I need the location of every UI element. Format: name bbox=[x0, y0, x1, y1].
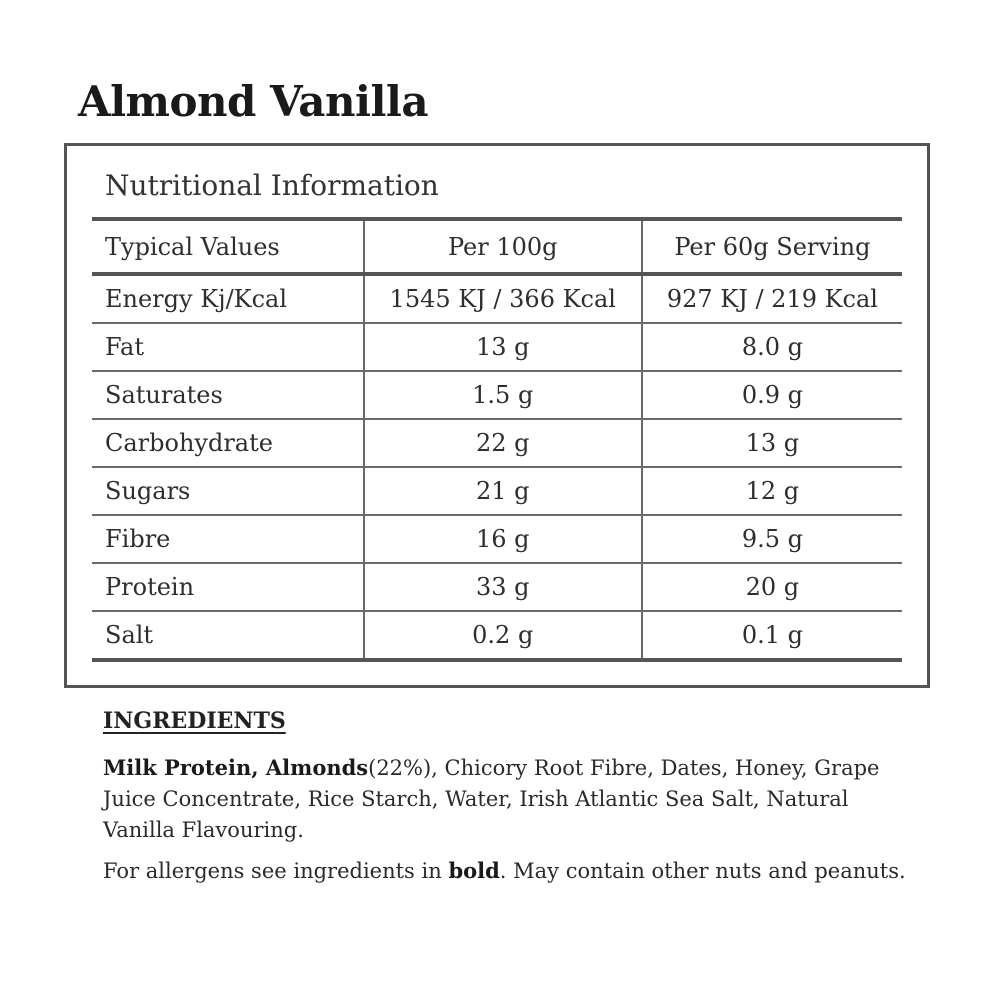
row-value-per-serving: 12 g bbox=[642, 467, 902, 515]
row-label: Salt bbox=[92, 611, 364, 660]
ingredients-heading: INGREDIENTS bbox=[103, 708, 286, 734]
row-label: Energy Kj/Kcal bbox=[92, 274, 364, 323]
row-label: Fibre bbox=[92, 515, 364, 563]
column-header-per-serving: Per 60g Serving bbox=[642, 219, 902, 274]
table-row bbox=[92, 371, 902, 419]
nutrition-heading: Nutritional Information bbox=[105, 169, 439, 202]
row-label: Carbohydrate bbox=[92, 419, 364, 467]
table-row bbox=[92, 515, 902, 563]
row-value-per-100g: 22 g bbox=[364, 419, 642, 467]
row-value-per-100g: 21 g bbox=[364, 467, 642, 515]
table-row bbox=[92, 274, 902, 323]
table-row bbox=[92, 611, 902, 660]
row-value-per-100g: 1545 KJ / 366 Kcal bbox=[364, 274, 642, 323]
row-value-per-serving: 0.9 g bbox=[642, 371, 902, 419]
row-value-per-100g: 13 g bbox=[364, 323, 642, 371]
table-row bbox=[92, 419, 902, 467]
row-value-per-100g: 33 g bbox=[364, 563, 642, 611]
allergen-note-bold-word: bold bbox=[448, 858, 500, 883]
ingredients-list bbox=[103, 752, 923, 846]
row-label: Protein bbox=[92, 563, 364, 611]
row-value-per-serving: 927 KJ / 219 Kcal bbox=[642, 274, 902, 323]
row-value-per-serving: 8.0 g bbox=[642, 323, 902, 371]
allergen-ingredients: Milk Protein, Almonds bbox=[103, 755, 369, 780]
row-value-per-serving: 9.5 g bbox=[642, 515, 902, 563]
row-value-per-100g: 0.2 g bbox=[364, 611, 642, 660]
table-header-row bbox=[92, 219, 902, 274]
allergen-note-rest: . May contain other nuts and peanuts. bbox=[499, 859, 906, 883]
row-label: Sugars bbox=[92, 467, 364, 515]
table-row bbox=[92, 467, 902, 515]
allergen-note-intro: For allergens see ingredients in bbox=[103, 859, 449, 883]
row-value-per-100g: 1.5 g bbox=[364, 371, 642, 419]
row-label: Saturates bbox=[92, 371, 364, 419]
column-header-typical-values: Typical Values bbox=[92, 219, 364, 274]
row-value-per-serving: 13 g bbox=[642, 419, 902, 467]
table-row bbox=[92, 563, 902, 611]
nutrition-table bbox=[92, 217, 902, 662]
row-value-per-serving: 20 g bbox=[642, 563, 902, 611]
table-row bbox=[92, 323, 902, 371]
allergen-note bbox=[103, 855, 923, 887]
column-header-per-100g: Per 100g bbox=[364, 219, 642, 274]
row-value-per-100g: 16 g bbox=[364, 515, 642, 563]
product-title: Almond Vanilla bbox=[78, 77, 429, 126]
other-ingredients: (22%), Chicory Root Fibre, Dates, Honey, Grape Juice Concentrate, Rice Starch, Water, Irish Atlantic Sea Salt, Natural Vanilla Flavouring. bbox=[103, 756, 880, 842]
row-value-per-serving: 0.1 g bbox=[642, 611, 902, 660]
nutrition-panel bbox=[64, 143, 930, 688]
row-label: Fat bbox=[92, 323, 364, 371]
